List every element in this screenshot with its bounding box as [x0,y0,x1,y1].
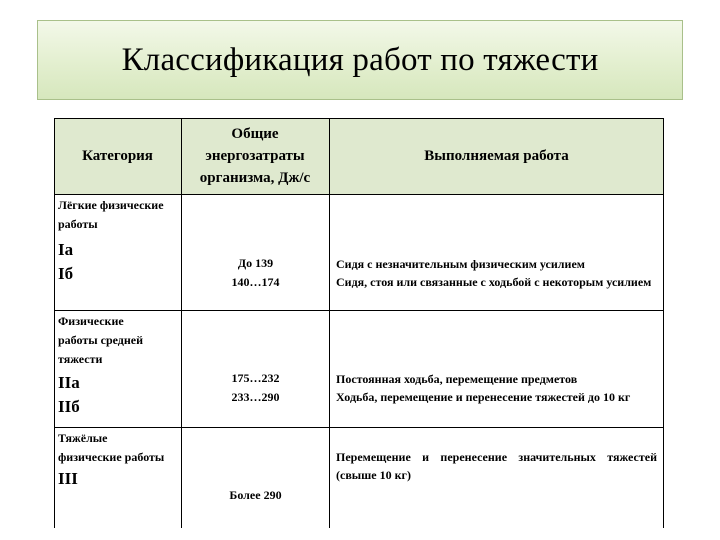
grid-line [54,118,664,119]
grid-line [663,118,664,528]
category-code: Iа [58,240,74,259]
category-name: Тяжёлые физические работы [58,431,165,464]
header-energy: Общие энергозатраты организма, Дж/с [199,126,311,186]
header-work: Выполняемая работа [424,148,569,164]
grid-line [54,427,664,428]
work-description: Сидя с незначительным физическим усилием Сидя, стоя или связанные с ходьбой с некоторым усилием [336,257,652,289]
grid-line [54,194,664,195]
category-code: IIа [58,373,80,392]
header-category: Категория [82,148,153,164]
category-code: IIб [58,397,80,416]
grid-line [54,310,664,311]
energy-value: До 139 140…174 [231,256,280,289]
page-title: Классификация работ по тяжести [121,41,599,78]
category-name: Физические работы средней тяжести [58,314,144,366]
category-code: Iб [58,264,74,283]
work-description: Постоянная ходьба, перемещение предметов Ходьба, перемещение и перенесение тяжестей до 10 кг [336,372,631,404]
grid-line [181,118,182,528]
grid-line [329,118,330,528]
title-banner [37,20,683,100]
work-classification-table [54,118,664,528]
category-name: Лёгкие физические работы [58,198,164,231]
category-code: III [58,469,78,488]
energy-value: 175…232 233…290 [231,371,280,404]
energy-value: Более 290 [229,488,282,502]
grid-line [54,118,55,528]
work-description: Перемещение и перенесение значительных тяжестей (свыше 10 кг) [336,450,657,482]
